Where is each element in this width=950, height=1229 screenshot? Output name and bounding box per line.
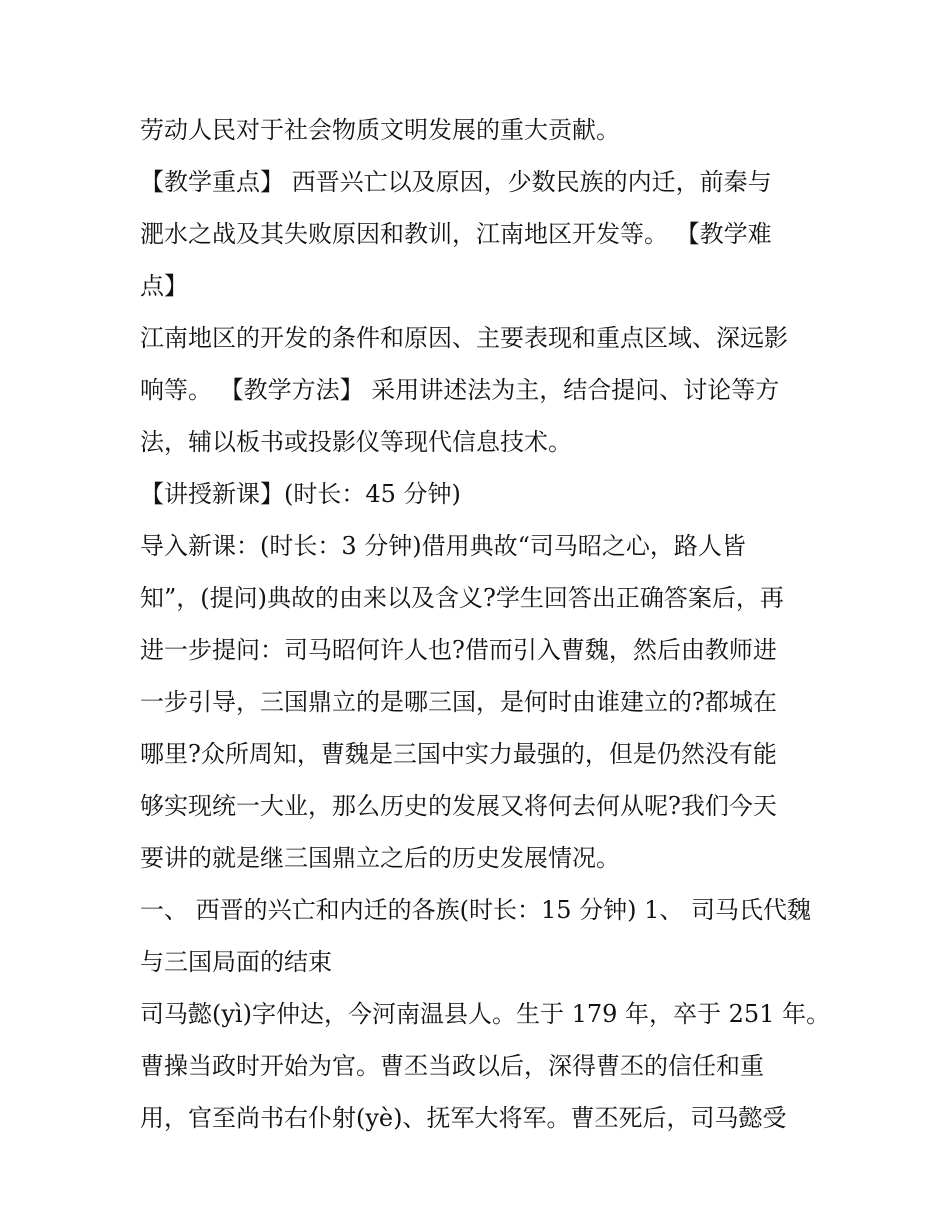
text-line: 知”，(提问)典故的由来以及含义?学生回答出正确答案后，再 [140, 584, 784, 612]
text-line: 哪里?众所周知，曹魏是三国中实力最强的，但是仍然没有能 [140, 740, 777, 768]
document-body [140, 104, 830, 1144]
text-line: 够实现统一大业，那么历史的发展又将何去何从呢?我们今天 [140, 792, 777, 820]
text-line: 劳动人民对于社会物质文明发展的重大贡献。 [140, 116, 620, 144]
text-line: 曹操当政时开始为官。曹丕当政以后，深得曹丕的信任和重 [140, 1052, 764, 1080]
text-line: 淝水之战及其失败原因和教训，江南地区开发等。 【教学难 [140, 220, 772, 248]
text-line: 响等。 【教学方法】 采用讲述法为主，结合提问、讨论等方 [140, 376, 780, 404]
text-line: 【讲授新课】(时长：45 分钟) [140, 480, 461, 508]
text-line: 司马懿(yì)字仲达，今河南温县人。生于 179 年，卒于 251 年。 [140, 1000, 831, 1028]
text-line: 一步引导，三国鼎立的是哪三国，是何时由谁建立的?都城在 [140, 688, 777, 716]
text-line: 江南地区的开发的条件和原因、主要表现和重点区域、深远影 [140, 324, 788, 352]
text-line: 用，官至尚书右仆射(yè)、抚军大将军。曹丕死后，司马懿受 [140, 1104, 787, 1132]
text-line: 法，辅以板书或投影仪等现代信息技术。 [140, 428, 572, 456]
text-line: 要讲的就是继三国鼎立之后的历史发展情况。 [140, 844, 620, 872]
text-line: 一、 西晋的兴亡和内迁的各族(时长：15 分钟) 1、 司马氏代魏 [140, 896, 812, 924]
text-line: 点】 [140, 272, 188, 300]
text-line: 【教学重点】 西晋兴亡以及原因，少数民族的内迁，前秦与 [140, 168, 772, 196]
text-line: 导入新课：(时长：3 分钟)借用典故“司马昭之心，路人皆 [140, 532, 746, 560]
text-line: 与三国局面的结束 [140, 948, 332, 976]
text-line: 进一步提问：司马昭何许人也?借而引入曹魏，然后由教师进 [140, 636, 777, 664]
